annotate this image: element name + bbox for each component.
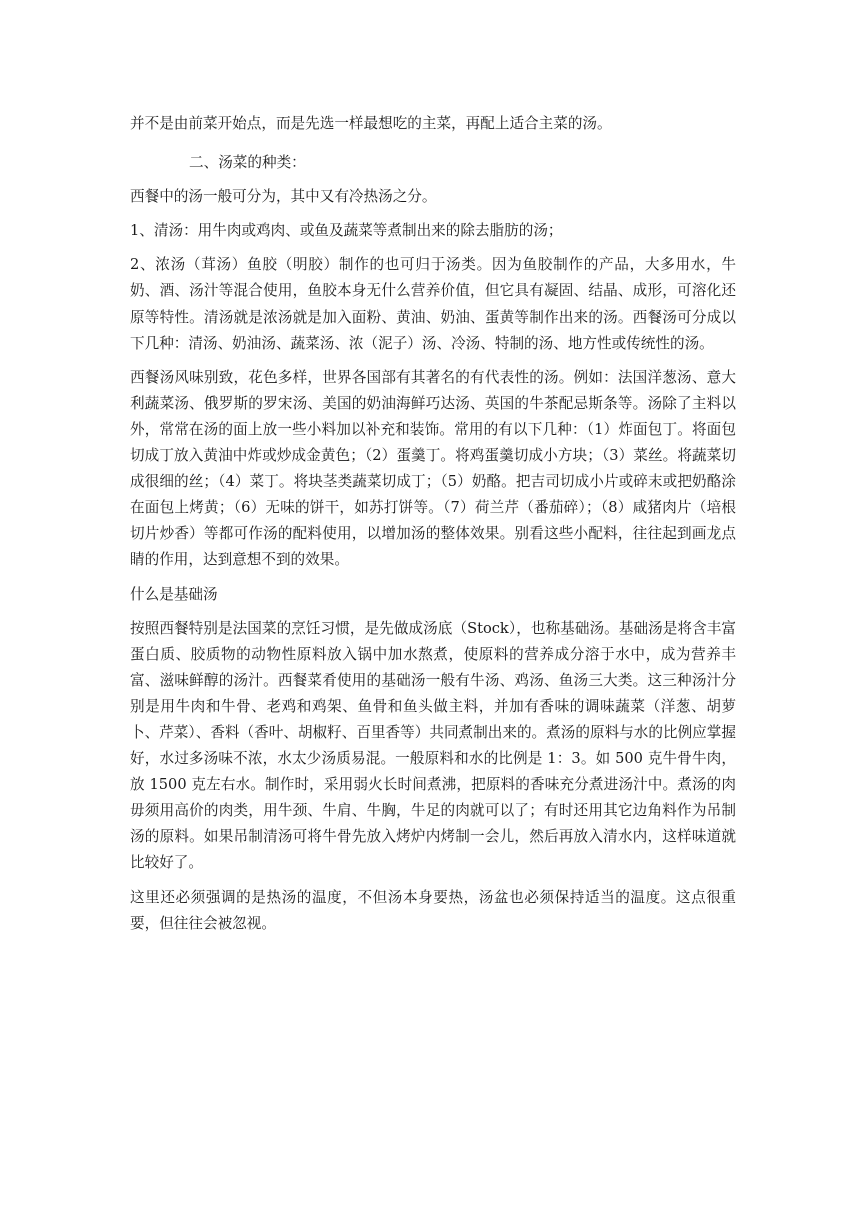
spacer [130,137,736,150]
section-heading-stock: 什么是基础汤 [130,585,218,603]
paragraph-soup-garnishes: 西餐汤风味别致，花色多样，世界各国部有其著名的有代表性的汤。例如：法国洋葱汤、意大利蔬菜汤、俄罗斯的罗宋汤、美国的奶油海鲜巧达汤、英国的牛茶配忌斯条等。汤除了主料以外，常常在汤的面上放一些小料加以补充和装饰。常用的有以下几种：（1）炸面包丁。将面包切成丁放入黄油中炸或炒成金黄色；（2）蛋羹丁。将鸡蛋羹切成小方块；（3）菜丝。将蔬菜切成很细的丝；（4）菜丁。将块茎类蔬菜切成丁；（5）奶酪。把吉司切成小片或碎末或把奶酪涂在面包上烤黄；（6）无味的饼干，如苏打饼等。（7）荷兰芹（番茄碎）；（8）咸猪肉片（培根切片炒香）等都可作汤的配料使用，以增加汤的整体效果。别看这些小配料，往往起到画龙点睛的作用，达到意想不到的效果。 [130,368,736,569]
spacer [130,357,736,365]
document-body [130,111,736,937]
spacer [130,608,736,616]
list-item-thick-soup: 2、浓汤（茸汤）鱼胶（明胶）制作的也可归于汤类。因为鱼胶制作的产品，大多用水，牛奶、酒、汤汁等混合使用，鱼胶本身无什么营养价值，但它具有凝固、结晶、成形，可溶化还原等特性。清汤就是浓汤就是加入面粉、黄油、奶油、蛋黄等制作出来的汤。西餐汤可分成以下几种：清汤、奶油汤、蔬菜汤、浓（泥子）汤、冷汤、特制的汤、地方性或传统性的汤。 [130,256,736,352]
spacer [130,574,736,582]
section-heading-soup-types: 二、汤菜的种类： [189,154,306,172]
paragraph-soup-categories: 西餐中的汤一般可分为，其中又有冷热汤之分。 [130,188,437,206]
spacer [130,244,736,252]
spacer [130,210,736,218]
paragraph-intro-continuation: 并不是由前菜开始点，而是先选一样最想吃的主菜，再配上适合主菜的汤。 [130,115,612,132]
list-item-clear-soup: 1、清汤：用牛肉或鸡肉、或鱼及蔬菜等煮制出来的除去脂肪的汤； [130,222,563,240]
paragraph-stock-details: 按照西餐特别是法国菜的烹饪习惯，是先做成汤底（Stock），也称基础汤。基础汤是将含丰富蛋白质、胶质物的动物性原料放入锅中加水熬煮，使原料的营养成分溶于水中，成为营养丰富、滋味鲜醇的汤汁。西餐菜肴使用的基础汤一般有牛汤、鸡汤、鱼汤三大类。这三种汤汁分别是用牛肉和牛骨、老鸡和鸡架、鱼骨和鱼头做主料，并加有香味的调味蔬菜（洋葱、胡萝卜、芹菜）、香料（香叶、胡椒籽、百里香等）共同煮制出来的。煮汤的原料与水的比例应掌握好，水过多汤味不浓，水太少汤质易混。一般原料和水的比例是 1：3。如 500 克牛骨牛肉，放 1500 克左右水。制作时，采用弱火长时间煮沸，把原料的香味充分煮进汤汁中。煮汤的肉毋须用高价的肉类，用牛颈、牛肩、牛胸，牛足的肉就可以了；有时还用其它边角料作为吊制汤的原料。如果吊制清汤可将牛骨先放入烤炉内烤制一会儿，然后再放入清水内，这样味道就比较好了。 [130,619,736,872]
spacer [130,176,736,184]
spacer [130,877,736,885]
paragraph-soup-temperature: 这里还必须强调的是热汤的温度，不但汤本身要热，汤盆也必须保持适当的温度。这点很重要，但往往会被忽视。 [130,888,736,932]
